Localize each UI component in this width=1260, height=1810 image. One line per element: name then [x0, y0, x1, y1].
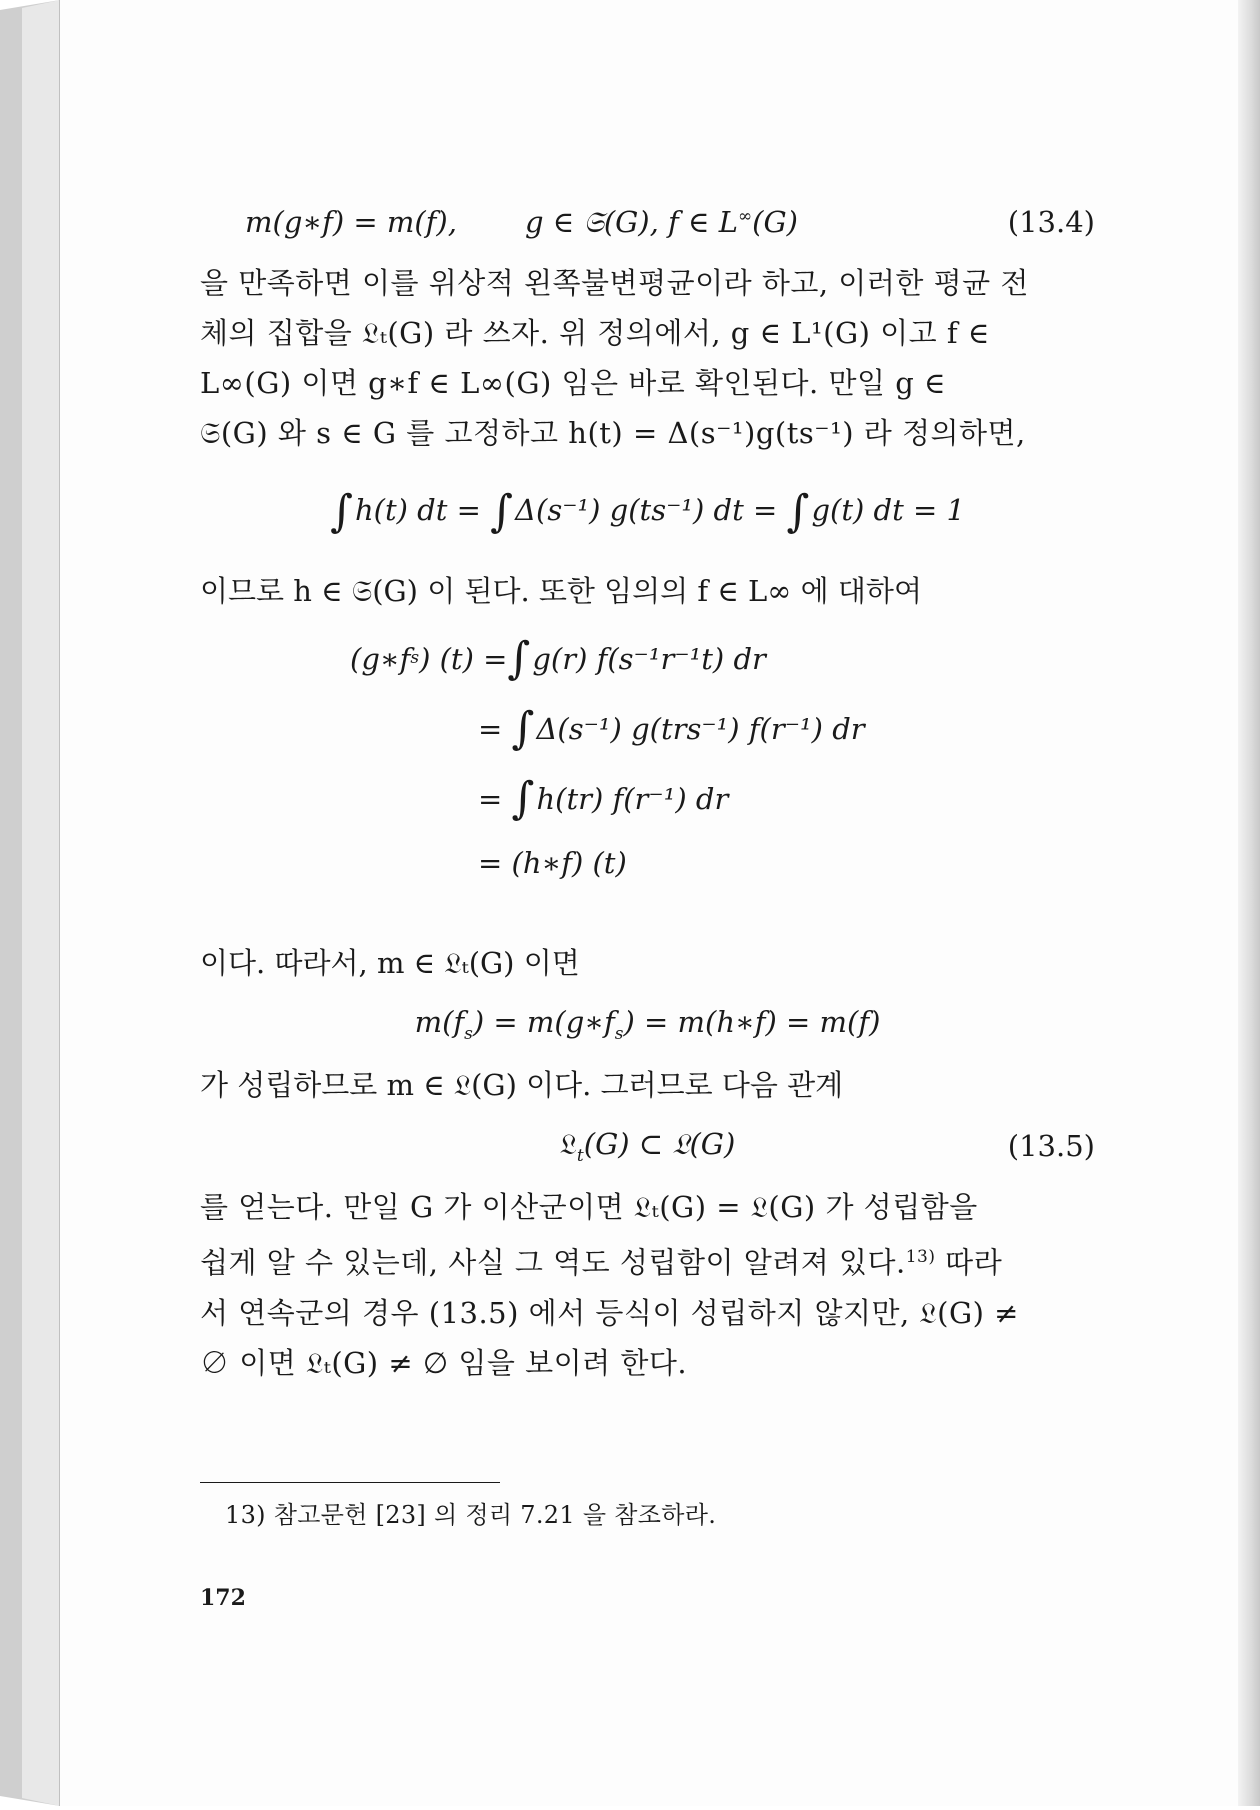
eq-13-5-a-sub: t — [576, 1145, 584, 1166]
conv-line-3 — [478, 764, 728, 834]
integral-equation — [200, 464, 1095, 560]
mfs-a: m(f — [414, 1004, 465, 1039]
conv-lhs-sub: s — [410, 648, 420, 669]
eq-13-4-condition — [525, 202, 798, 243]
conv-integral-3: ∫ — [511, 773, 535, 825]
book-spine — [0, 0, 60, 1806]
conv-line-1 — [350, 624, 766, 694]
mfs-a-sub: s — [464, 1023, 473, 1044]
paragraph-5 — [200, 1182, 1095, 1388]
eq-13-4-tail: (G) — [752, 204, 798, 239]
integral-h: h(t) dt = — [355, 493, 491, 528]
conv-integral-1: ∫ — [507, 633, 531, 685]
p5-line-4: ∅ 이면 𝔏ₜ(G) ≠ ∅ 임을 보이려 한다. — [200, 1345, 688, 1380]
eq-13-4-lhs: m(g∗f) = m(f), — [245, 204, 457, 239]
conv-lhs: (g∗f — [350, 641, 411, 676]
equation-mfs — [200, 988, 1095, 1060]
p1-line-2: 체의 집합을 𝔏ₜ(G) 라 쓰자. 위 정의에서, g ∈ L¹(G) 이고 f ∈ — [200, 316, 990, 350]
conv-lhs-tail: ) (t) = — [419, 641, 508, 676]
page-edge — [1238, 0, 1260, 1806]
equation-13-5 — [200, 1110, 1095, 1182]
footnote-rule — [200, 1482, 500, 1483]
paragraph-4: 가 성립하므로 m ∈ 𝔏(G) 이다. 그러므로 다음 관계 — [200, 1068, 844, 1102]
paragraph-3: 이다. 따라서, m ∈ 𝔏ₜ(G) 이면 — [200, 946, 580, 980]
p1-line-3: L∞(G) 이면 g∗f ∈ L∞(G) 임은 바로 확인된다. 만일 g ∈ — [200, 366, 946, 400]
p5-line-2: 쉽게 알 수 있는데, 사실 그 역도 성립함이 알려져 있다. — [200, 1245, 906, 1280]
conv-line-4 — [478, 828, 627, 898]
p5-line-2-tail: 따라 — [935, 1245, 1003, 1280]
conv-eq-3: = — [478, 781, 503, 816]
equation-13-4 — [200, 190, 1095, 254]
integral-sign-1: ∫ — [330, 486, 353, 538]
page-number: 172 — [200, 1585, 246, 1611]
mfs-b: ) = m(g∗f — [472, 1004, 615, 1039]
integral-equation-body — [200, 481, 1095, 543]
integral-g: g(t) dt = 1 — [811, 493, 965, 528]
eq-13-4-cond-text: g ∈ 𝔖(G), f ∈ L — [525, 204, 738, 239]
conv-eq-2: = — [478, 711, 503, 746]
conv-integral-2: ∫ — [511, 703, 535, 755]
integral-delta: Δ(s⁻¹) g(ts⁻¹) dt = — [515, 493, 787, 528]
conv-rhs-2: Δ(s⁻¹) g(trs⁻¹) f(r⁻¹) dr — [536, 711, 865, 746]
conv-line-2 — [478, 694, 865, 764]
paragraph-1 — [200, 258, 1095, 458]
p1-line-1: 을 만족하면 이를 위상적 왼쪽불변평균이라 하고, 이러한 평균 전 — [200, 266, 1029, 300]
p5-line-1: 를 얻는다. 만일 G 가 이산군이면 𝔏ₜ(G) = 𝔏(G) 가 성립함을 — [200, 1190, 978, 1224]
equation-mfs-body — [200, 1002, 1095, 1047]
p1-line-4: 𝔖(G) 와 s ∈ G 를 고정하고 h(t) = Δ(s⁻¹)g(ts⁻¹) 라 정의하면, — [200, 416, 1026, 450]
paragraph-2: 이므로 h ∈ 𝔖(G) 이 된다. 또한 임의의 f ∈ L∞ 에 대하여 — [200, 574, 922, 608]
footnote: 13) 참고문헌 [23] 의 정리 7.21 을 참조하라. — [225, 1501, 717, 1529]
mfs-c: ) = m(h∗f) = m(f) — [623, 1004, 881, 1039]
conv-rhs-1: g(r) f(s⁻¹r⁻¹t) dr — [532, 641, 766, 676]
page-content — [200, 190, 1095, 1388]
footnote-ref[interactable]: 13) — [905, 1247, 936, 1267]
convolution-block — [200, 624, 1095, 924]
conv-rhs-4: = (h∗f) (t) — [478, 845, 627, 880]
integral-sign-3: ∫ — [786, 486, 810, 538]
eq-13-4-sup: ∞ — [737, 206, 753, 227]
eq-13-4-number: (13.4) — [1007, 204, 1095, 239]
eq-13-5-a: 𝔏 — [559, 1126, 577, 1161]
integral-sign-2: ∫ — [490, 486, 514, 538]
eq-13-5-number: (13.5) — [1007, 1128, 1095, 1163]
mfs-b-sub: s — [614, 1023, 624, 1044]
p5-line-3: 서 연속군의 경우 (13.5) 에서 등식이 성립하지 않지만, 𝔏(G) ≠ — [200, 1295, 1019, 1330]
eq-13-5-body — [200, 1124, 1095, 1169]
conv-rhs-3: h(tr) f(r⁻¹) dr — [536, 781, 729, 816]
eq-13-5-b: (G) ⊂ 𝔏(G) — [583, 1126, 736, 1161]
